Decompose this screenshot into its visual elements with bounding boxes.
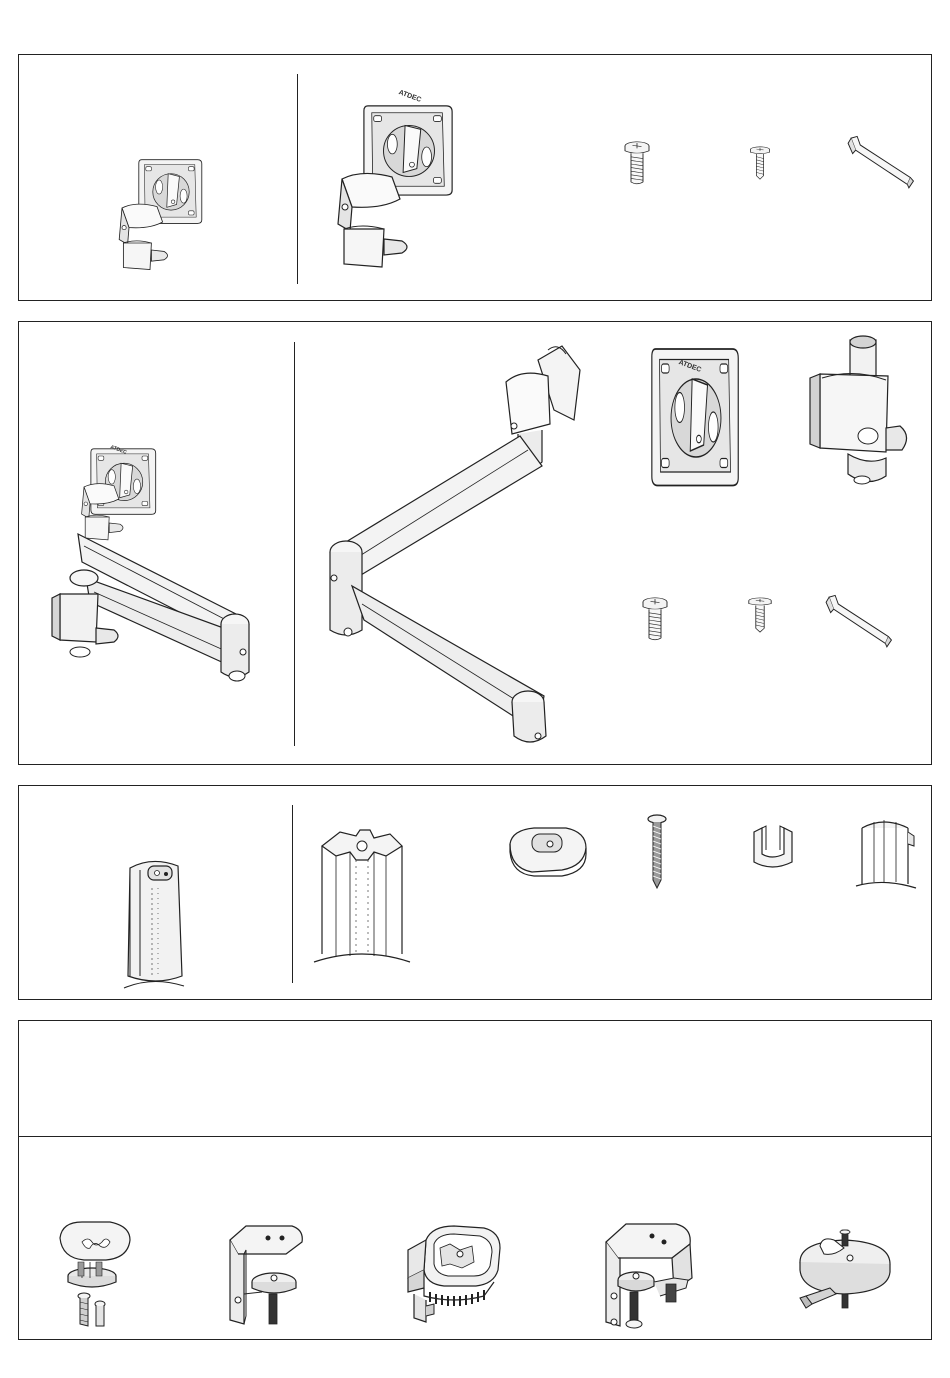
desk-clamp-icon: [222, 1220, 308, 1330]
panel-1-divider: [297, 74, 298, 284]
panel-4-divider: [18, 1136, 932, 1137]
long-screw-icon: [646, 814, 668, 888]
base-plate-icon: [504, 822, 590, 878]
logo-text: ATDEC: [397, 89, 423, 104]
hex-key-icon: [820, 592, 896, 652]
small-screw-icon: [746, 596, 774, 634]
channel-clip-icon: [748, 824, 798, 872]
post-assembly-icon: [122, 858, 194, 988]
wall-mount-single-pivot-icon: [108, 138, 208, 286]
hex-key-icon: [842, 133, 918, 193]
small-screw-icon: [748, 145, 772, 181]
pole-clamp-icon: [808, 334, 912, 492]
machine-screw-icon: [622, 140, 652, 188]
logo-text: ATDEC: [109, 444, 128, 456]
post-cap-icon: [854, 812, 918, 892]
vesa-plate-icon: [648, 340, 744, 490]
bolt-through-mount-icon: [56, 1218, 136, 1330]
dual-link-arm-icon: [322, 340, 584, 752]
machine-screw-icon: [640, 596, 670, 644]
panel-3-divider: [292, 805, 293, 983]
heavy-desk-clamp-icon: [600, 1218, 696, 1332]
logo-text: ATDEC: [677, 359, 703, 374]
wall-plate-with-pivot-icon: [322, 74, 462, 288]
round-base-clamp-icon: [790, 1228, 898, 1318]
wall-mount-articulated-arm-icon: [50, 428, 262, 698]
panel-2-divider: [294, 342, 295, 746]
grommet-clamp-icon: [404, 1222, 506, 1326]
rail-post-icon: [312, 826, 412, 966]
